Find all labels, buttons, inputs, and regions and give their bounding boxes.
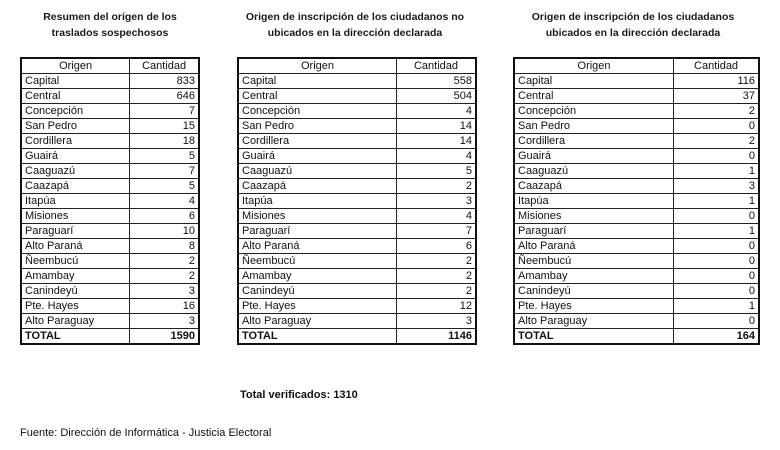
- cell-cantidad: 7: [130, 104, 199, 119]
- column-header-origen: Origen: [514, 58, 674, 74]
- cell-cantidad: 0: [674, 284, 759, 299]
- table-row: [514, 164, 759, 179]
- table-row: [21, 194, 199, 209]
- cell-origen: Misiones: [238, 209, 397, 224]
- cell-origen: Paraguarí: [238, 224, 397, 239]
- column-header-origen: Origen: [21, 58, 130, 74]
- cell-origen: Paraguarí: [21, 224, 130, 239]
- cell-cantidad: 0: [674, 209, 759, 224]
- table-row: [514, 179, 759, 194]
- cell-origen: Misiones: [514, 209, 674, 224]
- table-row: [21, 284, 199, 299]
- table-row: [21, 104, 199, 119]
- table-row: [238, 134, 476, 149]
- table-row: [21, 224, 199, 239]
- table-row: [21, 89, 199, 104]
- cell-cantidad: 10: [130, 224, 199, 239]
- cell-cantidad: 3: [674, 179, 759, 194]
- cell-cantidad: 3: [397, 314, 477, 329]
- table-row: [238, 239, 476, 254]
- cell-cantidad: 504: [397, 89, 477, 104]
- table-row: [21, 314, 199, 329]
- cell-cantidad: 5: [130, 149, 199, 164]
- column-header-cantidad: Cantidad: [674, 58, 759, 74]
- cell-cantidad: 2: [397, 284, 477, 299]
- cell-origen: Capital: [514, 74, 674, 89]
- table-row: [21, 179, 199, 194]
- cell-cantidad: 15: [130, 119, 199, 134]
- cell-cantidad: 0: [674, 119, 759, 134]
- table-row: [238, 179, 476, 194]
- cell-cantidad: 2: [674, 104, 759, 119]
- table-row: [21, 134, 199, 149]
- cell-cantidad: 4: [397, 209, 477, 224]
- table-row: [238, 299, 476, 314]
- cell-origen: Central: [238, 89, 397, 104]
- table-row: [238, 269, 476, 284]
- total-verified-text: Total verificados: 1310: [240, 389, 358, 401]
- cell-origen: San Pedro: [514, 119, 674, 134]
- cell-cantidad: 3: [130, 284, 199, 299]
- cell-origen: Central: [514, 89, 674, 104]
- total-label: TOTAL: [21, 329, 130, 345]
- table-row: [514, 89, 759, 104]
- table-total-row: [21, 329, 199, 345]
- cell-origen: Caazapá: [238, 179, 397, 194]
- cell-origen: Capital: [238, 74, 397, 89]
- cell-cantidad: 0: [674, 149, 759, 164]
- table-row: [238, 89, 476, 104]
- cell-cantidad: 14: [397, 134, 477, 149]
- cell-origen: Ñeembucú: [21, 254, 130, 269]
- cell-origen: Paraguarí: [514, 224, 674, 239]
- cell-origen: San Pedro: [238, 119, 397, 134]
- table-caption-no-ubicados: Origen de inscripción de los ciudadanos no ubicados en la dirección declarada: [245, 11, 465, 39]
- cell-origen: Central: [21, 89, 130, 104]
- cell-origen: Caazapá: [21, 179, 130, 194]
- table-row: [21, 254, 199, 269]
- cell-cantidad: 4: [130, 194, 199, 209]
- table-row: [514, 299, 759, 314]
- cell-cantidad: 7: [397, 224, 477, 239]
- cell-origen: Ñeembucú: [514, 254, 674, 269]
- cell-origen: Amambay: [238, 269, 397, 284]
- cell-cantidad: 7: [130, 164, 199, 179]
- table-row: [514, 119, 759, 134]
- table-caption-traslados-sospechosos: Resumen del orígen de los traslados sospechosos: [43, 11, 177, 39]
- cell-origen: Itapúa: [514, 194, 674, 209]
- cell-origen: Ñeembucú: [238, 254, 397, 269]
- cell-origen: Amambay: [514, 269, 674, 284]
- cell-origen: Pte. Hayes: [514, 299, 674, 314]
- table-row: [514, 74, 759, 89]
- table-row: [21, 149, 199, 164]
- table-header-row: [238, 58, 476, 74]
- cell-cantidad: 646: [130, 89, 199, 104]
- table-row: [514, 209, 759, 224]
- cell-origen: Caazapá: [514, 179, 674, 194]
- cell-origen: Capital: [21, 74, 130, 89]
- cell-origen: Alto Paraná: [21, 239, 130, 254]
- cell-origen: Alto Paraguay: [238, 314, 397, 329]
- table-row: [514, 269, 759, 284]
- table-row: [21, 74, 199, 89]
- table-caption-ubicados: Origen de inscripción de los ciudadanos ubicados en la dirección declarada: [531, 11, 735, 39]
- cell-origen: Concepción: [514, 104, 674, 119]
- cell-origen: Cordillera: [514, 134, 674, 149]
- table-row: [514, 194, 759, 209]
- table-no-ubicados: [237, 57, 477, 345]
- table-row: [514, 104, 759, 119]
- table-row: [238, 284, 476, 299]
- cell-origen: Alto Paraná: [514, 239, 674, 254]
- table-row: [21, 269, 199, 284]
- table-row: [238, 104, 476, 119]
- cell-cantidad: 2: [397, 269, 477, 284]
- total-label: TOTAL: [514, 329, 674, 345]
- cell-cantidad: 1: [674, 194, 759, 209]
- cell-origen: Canindeyú: [238, 284, 397, 299]
- table-row: [238, 314, 476, 329]
- table-row: [21, 119, 199, 134]
- column-header-cantidad: Cantidad: [397, 58, 477, 74]
- cell-origen: Canindeyú: [514, 284, 674, 299]
- cell-cantidad: 6: [397, 239, 477, 254]
- cell-origen: Cordillera: [21, 134, 130, 149]
- total-label: TOTAL: [238, 329, 397, 345]
- cell-cantidad: 18: [130, 134, 199, 149]
- cell-origen: Pte. Hayes: [21, 299, 130, 314]
- table-row: [238, 119, 476, 134]
- cell-cantidad: 5: [130, 179, 199, 194]
- cell-cantidad: 1: [674, 224, 759, 239]
- cell-cantidad: 3: [397, 194, 477, 209]
- table-row: [514, 284, 759, 299]
- table-row: [21, 209, 199, 224]
- source-note: Fuente: Dirección de Informática - Justicia Electoral: [20, 427, 272, 439]
- cell-cantidad: 0: [674, 314, 759, 329]
- table-total-row: [514, 329, 759, 345]
- cell-origen: Alto Paraná: [238, 239, 397, 254]
- cell-cantidad: 2: [397, 254, 477, 269]
- table-row: [514, 134, 759, 149]
- cell-cantidad: 8: [130, 239, 199, 254]
- cell-origen: San Pedro: [21, 119, 130, 134]
- cell-origen: Canindeyú: [21, 284, 130, 299]
- cell-origen: Itapúa: [21, 194, 130, 209]
- column-header-origen: Origen: [238, 58, 397, 74]
- cell-cantidad: 4: [397, 149, 477, 164]
- table-row: [514, 254, 759, 269]
- cell-origen: Amambay: [21, 269, 130, 284]
- table-row: [238, 254, 476, 269]
- total-value: 1146: [397, 329, 477, 345]
- cell-cantidad: 12: [397, 299, 477, 314]
- cell-cantidad: 2: [130, 254, 199, 269]
- table-row: [514, 149, 759, 164]
- cell-cantidad: 2: [130, 269, 199, 284]
- cell-cantidad: 6: [130, 209, 199, 224]
- cell-cantidad: 5: [397, 164, 477, 179]
- table-total-row: [238, 329, 476, 345]
- table-traslados-sospechosos: [20, 57, 200, 345]
- cell-cantidad: 116: [674, 74, 759, 89]
- cell-cantidad: 3: [130, 314, 199, 329]
- cell-cantidad: 1: [674, 299, 759, 314]
- cell-cantidad: 4: [397, 104, 477, 119]
- cell-origen: Caaguazú: [21, 164, 130, 179]
- cell-cantidad: 2: [397, 179, 477, 194]
- table-row: [238, 194, 476, 209]
- cell-origen: Cordillera: [238, 134, 397, 149]
- table-row: [514, 239, 759, 254]
- table-row: [514, 224, 759, 239]
- cell-origen: Guairá: [514, 149, 674, 164]
- cell-cantidad: 0: [674, 254, 759, 269]
- table-row: [238, 149, 476, 164]
- table-row: [238, 74, 476, 89]
- table-row: [238, 209, 476, 224]
- cell-origen: Misiones: [21, 209, 130, 224]
- cell-cantidad: 833: [130, 74, 199, 89]
- cell-origen: Itapúa: [238, 194, 397, 209]
- table-header-row: [514, 58, 759, 74]
- cell-origen: Guairá: [238, 149, 397, 164]
- table-row: [21, 299, 199, 314]
- table-ubicados: [513, 57, 760, 345]
- cell-origen: Guairá: [21, 149, 130, 164]
- cell-origen: Concepción: [238, 104, 397, 119]
- cell-origen: Alto Paraguay: [514, 314, 674, 329]
- cell-origen: Concepción: [21, 104, 130, 119]
- table-row: [238, 224, 476, 239]
- column-header-cantidad: Cantidad: [130, 58, 199, 74]
- total-value: 1590: [130, 329, 199, 345]
- cell-cantidad: 1: [674, 164, 759, 179]
- table-row: [238, 164, 476, 179]
- cell-cantidad: 16: [130, 299, 199, 314]
- cell-origen: Pte. Hayes: [238, 299, 397, 314]
- cell-cantidad: 2: [674, 134, 759, 149]
- cell-origen: Alto Paraguay: [21, 314, 130, 329]
- cell-cantidad: 0: [674, 239, 759, 254]
- cell-cantidad: 0: [674, 269, 759, 284]
- cell-cantidad: 558: [397, 74, 477, 89]
- table-row: [21, 239, 199, 254]
- table-row: [514, 314, 759, 329]
- cell-origen: Caaguazú: [514, 164, 674, 179]
- table-header-row: [21, 58, 199, 74]
- cell-cantidad: 37: [674, 89, 759, 104]
- cell-origen: Caaguazú: [238, 164, 397, 179]
- cell-cantidad: 14: [397, 119, 477, 134]
- table-row: [21, 164, 199, 179]
- total-value: 164: [674, 329, 759, 345]
